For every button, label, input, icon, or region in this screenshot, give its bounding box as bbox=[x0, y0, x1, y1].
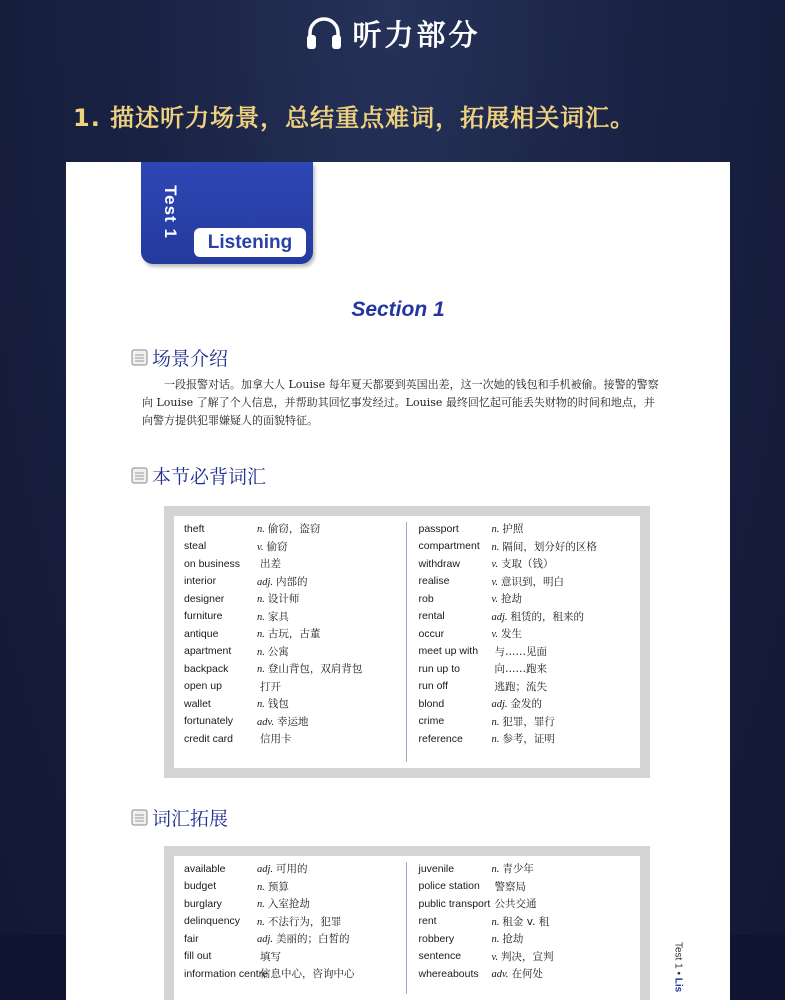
vocab-definition bbox=[257, 731, 292, 746]
vocab-word: rob bbox=[418, 592, 434, 605]
ext-column-right bbox=[407, 856, 641, 1000]
vocab-definition bbox=[257, 574, 308, 589]
vocab-box bbox=[164, 506, 650, 778]
vocab-definition bbox=[257, 931, 350, 946]
vocab-definition bbox=[257, 696, 289, 711]
vocab-definition bbox=[257, 644, 289, 659]
definition-text: 入室抢劫 bbox=[267, 898, 310, 911]
vocab-word: rental bbox=[418, 610, 445, 623]
vocab-entry bbox=[184, 538, 398, 556]
definition-text: 租金 v. 租 bbox=[502, 915, 550, 928]
definition-text: 填写 bbox=[260, 950, 281, 963]
part-of-speech: n. bbox=[491, 916, 500, 928]
part-of-speech: adj. bbox=[491, 699, 508, 711]
vocab-word: rent bbox=[418, 915, 437, 928]
notebook-icon bbox=[130, 466, 149, 485]
vocab-definition bbox=[257, 949, 281, 964]
vocab-entry bbox=[419, 895, 633, 913]
definition-text: 家具 bbox=[267, 610, 289, 623]
vocab-entry bbox=[184, 860, 398, 878]
definition-text: 警察局 bbox=[494, 880, 526, 893]
definition-text: 信息中心，咨询中心 bbox=[260, 968, 355, 981]
part-of-speech: n. bbox=[257, 524, 265, 536]
vocab-definition bbox=[492, 679, 548, 694]
vocab-definition bbox=[257, 714, 309, 729]
definition-text: 登山背包，双肩背包 bbox=[267, 663, 363, 676]
definition-text: 发生 bbox=[501, 628, 523, 641]
part-of-speech: v. bbox=[491, 594, 499, 606]
vocab-definition bbox=[492, 521, 524, 536]
definition-text: 抢劫 bbox=[502, 933, 524, 946]
vocab-word: apartment bbox=[184, 645, 232, 658]
definition-text: 抢劫 bbox=[501, 593, 523, 606]
vocab-entry bbox=[184, 590, 398, 608]
definition-text: 犯罪，罪行 bbox=[502, 715, 555, 728]
vocab-definition bbox=[492, 574, 565, 589]
vocab-definition bbox=[492, 879, 527, 894]
vocab-entry bbox=[184, 965, 398, 983]
intro-heading-label: 场景介绍 bbox=[152, 348, 229, 370]
part-of-speech: n. bbox=[257, 611, 265, 623]
page-title: 听力部分 bbox=[352, 17, 481, 52]
part-of-speech: adv. bbox=[491, 969, 509, 981]
part-of-speech: adj. bbox=[257, 934, 274, 946]
part-of-speech: n. bbox=[257, 664, 265, 676]
part-of-speech: n. bbox=[491, 541, 500, 553]
vocab-entry bbox=[184, 678, 398, 696]
vocab-definition bbox=[492, 931, 524, 946]
definition-text: 隔间，划分好的区格 bbox=[502, 540, 597, 553]
footer-test: Test 1 bbox=[672, 942, 684, 969]
vocab-word: crime bbox=[418, 715, 445, 728]
vocab-definition bbox=[257, 521, 320, 536]
vocab-entry bbox=[184, 895, 398, 913]
test-tab bbox=[141, 162, 313, 264]
vocab-word: credit card bbox=[184, 732, 234, 745]
vocab-word: fill out bbox=[184, 950, 212, 963]
definition-text: 与……见面 bbox=[494, 645, 547, 658]
vocab-definition bbox=[492, 626, 523, 641]
vocab-entry bbox=[419, 678, 633, 696]
vocab-word: interior bbox=[184, 575, 217, 588]
vocab-word: occur bbox=[418, 627, 445, 640]
ext-column-left bbox=[174, 856, 406, 1000]
vocab-definition bbox=[257, 966, 355, 981]
vocab-word: run up to bbox=[418, 662, 460, 675]
definition-text: 钱包 bbox=[267, 698, 289, 711]
definition-text: 意识到，明白 bbox=[501, 575, 565, 588]
part-of-speech: n. bbox=[257, 699, 265, 711]
part-of-speech: n. bbox=[491, 934, 500, 946]
vocab-entry bbox=[419, 913, 633, 931]
vocab-entry bbox=[184, 573, 398, 591]
vocab-entry bbox=[419, 965, 633, 983]
vocab-heading bbox=[130, 462, 266, 489]
vocab-word: designer bbox=[184, 592, 225, 605]
definition-text: 支取（钱） bbox=[501, 558, 554, 571]
vocab-entry bbox=[419, 730, 633, 748]
part-of-speech: n. bbox=[491, 716, 500, 728]
vocab-entry bbox=[419, 625, 633, 643]
definition-text: 设计师 bbox=[267, 593, 300, 606]
vocab-definition bbox=[492, 644, 548, 659]
vocab-definition bbox=[257, 539, 288, 554]
definition-text: 预算 bbox=[267, 880, 289, 893]
part-of-speech: adj. bbox=[257, 576, 274, 588]
definition-text: 出差 bbox=[260, 558, 281, 571]
vocab-word: backpack bbox=[184, 662, 229, 675]
vocab-entry bbox=[184, 913, 398, 931]
vocab-entry bbox=[184, 608, 398, 626]
definition-text: 青少年 bbox=[502, 863, 534, 876]
part-of-speech: v. bbox=[491, 951, 499, 963]
definition-text: 内部的 bbox=[276, 575, 308, 588]
vocab-word: passport bbox=[418, 522, 459, 535]
definition-text: 不法行为，犯罪 bbox=[267, 915, 342, 928]
vocab-definition bbox=[492, 731, 555, 746]
vocab-entry bbox=[419, 878, 633, 896]
vocab-word: theft bbox=[184, 522, 205, 535]
definition-text: 向……跑来 bbox=[494, 663, 547, 676]
vocab-column-right bbox=[407, 516, 641, 768]
vocab-definition bbox=[492, 949, 554, 964]
part-of-speech: n. bbox=[257, 899, 265, 911]
definition-text: 租赁的，租来的 bbox=[510, 610, 585, 623]
definition-text: 幸运地 bbox=[277, 715, 309, 728]
part-of-speech: adj. bbox=[491, 611, 508, 623]
footer-word: Lis bbox=[672, 977, 684, 993]
vocab-word: fortunately bbox=[184, 715, 234, 728]
part-of-speech: n. bbox=[257, 916, 265, 928]
vocab-word: juvenile bbox=[418, 862, 455, 875]
definition-text: 判决，宣判 bbox=[501, 950, 554, 963]
vocab-definition bbox=[257, 626, 320, 641]
vocab-word: reference bbox=[418, 732, 463, 745]
vocab-word: wallet bbox=[184, 697, 211, 710]
vocab-word: antique bbox=[184, 627, 219, 640]
vocab-word: withdraw bbox=[418, 557, 460, 570]
vocab-definition bbox=[492, 539, 597, 554]
vocab-definition bbox=[257, 556, 281, 571]
part-of-speech: n. bbox=[491, 524, 500, 536]
vocab-word: budget bbox=[184, 880, 217, 893]
vocab-column-left bbox=[174, 516, 406, 768]
part-of-speech: n. bbox=[491, 864, 500, 876]
part-of-speech: v. bbox=[491, 576, 499, 588]
vocab-definition bbox=[492, 696, 543, 711]
headphones-icon bbox=[304, 13, 344, 53]
vocab-definition bbox=[257, 609, 289, 624]
vocab-word: realise bbox=[418, 575, 450, 588]
vocab-word: meet up with bbox=[418, 645, 479, 658]
vocab-definition bbox=[492, 661, 548, 676]
vocab-word: whereabouts bbox=[418, 967, 479, 980]
definition-text: 信用卡 bbox=[260, 733, 292, 746]
definition-text: 公寓 bbox=[267, 645, 289, 658]
part-of-speech: adv. bbox=[257, 716, 275, 728]
vocab-word: sentence bbox=[418, 950, 462, 963]
vocab-entry bbox=[419, 695, 633, 713]
vocab-definition bbox=[492, 609, 585, 624]
part-of-speech: n. bbox=[257, 629, 265, 641]
vocab-word: run off bbox=[418, 680, 449, 693]
notebook-icon bbox=[130, 808, 149, 827]
vocab-word: delinquency bbox=[184, 915, 241, 928]
vocab-word: fair bbox=[184, 932, 199, 945]
vocab-word: furniture bbox=[184, 610, 223, 623]
definition-text: 偷窃，盗窃 bbox=[267, 523, 321, 536]
vocab-definition bbox=[257, 879, 289, 894]
definition-text: 金发的 bbox=[510, 698, 543, 711]
vocab-word: police station bbox=[418, 880, 480, 893]
vocab-word: blond bbox=[418, 697, 445, 710]
part-of-speech: v. bbox=[491, 559, 499, 571]
vocab-definition bbox=[492, 714, 555, 729]
vocab-entry bbox=[419, 555, 633, 573]
part-of-speech: n. bbox=[491, 734, 500, 746]
vocab-word: steal bbox=[184, 540, 207, 553]
vocab-entry bbox=[184, 878, 398, 896]
vocab-entry bbox=[419, 538, 633, 556]
subtitle: 1. 描述听力场景，总结重点难词，拓展相关词汇。 bbox=[73, 104, 636, 132]
definition-text: 公共交通 bbox=[494, 898, 537, 911]
vocab-definition bbox=[257, 679, 281, 694]
ext-heading-label: 词汇拓展 bbox=[152, 808, 229, 830]
vocab-entry bbox=[419, 608, 633, 626]
definition-text: 古玩，古董 bbox=[267, 628, 321, 641]
vocab-entry bbox=[184, 625, 398, 643]
definition-text: 美丽的；白皙的 bbox=[276, 933, 350, 946]
vocab-entry bbox=[419, 860, 633, 878]
vocab-definition bbox=[492, 896, 537, 911]
footer-sep: • bbox=[672, 971, 684, 975]
part-of-speech: n. bbox=[257, 646, 265, 658]
ext-heading bbox=[130, 804, 228, 831]
vocab-definition bbox=[257, 896, 310, 911]
notebook-icon bbox=[130, 348, 149, 367]
vocab-word: on business bbox=[184, 557, 241, 570]
vocab-entry bbox=[419, 660, 633, 678]
vocab-definition bbox=[492, 861, 534, 876]
vocab-word: available bbox=[184, 862, 226, 875]
part-of-speech: v. bbox=[491, 629, 499, 641]
vocab-entry bbox=[419, 520, 633, 538]
ext-box bbox=[164, 846, 650, 1000]
vocab-heading-label: 本节必背词汇 bbox=[152, 466, 267, 488]
vocab-entry bbox=[184, 520, 398, 538]
intro-heading bbox=[130, 344, 228, 371]
vocab-entry bbox=[184, 730, 398, 748]
vocab-entry bbox=[184, 930, 398, 948]
vocab-definition bbox=[492, 966, 544, 981]
vocab-word: public transport bbox=[418, 897, 491, 910]
definition-text: 逃跑；流失 bbox=[494, 680, 547, 693]
vocab-definition bbox=[257, 661, 362, 676]
vocab-word: burglary bbox=[184, 897, 222, 910]
header bbox=[0, 8, 785, 58]
vocab-entry bbox=[184, 660, 398, 678]
definition-text: 偷窃 bbox=[266, 540, 288, 553]
vocab-entry bbox=[419, 643, 633, 661]
vocab-definition bbox=[492, 914, 550, 929]
listening-pill: Listening bbox=[194, 228, 306, 257]
definition-text: 在何处 bbox=[511, 968, 544, 981]
definition-text: 护照 bbox=[502, 523, 524, 536]
vocab-entry bbox=[184, 555, 398, 573]
part-of-speech: adj. bbox=[257, 864, 274, 876]
vocab-entry bbox=[419, 948, 633, 966]
vocab-definition bbox=[492, 591, 523, 606]
vocab-entry bbox=[184, 695, 398, 713]
page-footer bbox=[668, 942, 688, 1000]
vocab-entry bbox=[184, 643, 398, 661]
vocab-word: robbery bbox=[418, 932, 455, 945]
vocab-entry bbox=[184, 948, 398, 966]
part-of-speech: n. bbox=[257, 881, 265, 893]
part-of-speech: v. bbox=[257, 541, 264, 553]
definition-text: 参考，证明 bbox=[502, 733, 555, 746]
vocab-definition bbox=[257, 914, 341, 929]
definition-text: 打开 bbox=[260, 680, 281, 693]
vocab-entry bbox=[419, 590, 633, 608]
part-of-speech: n. bbox=[257, 594, 265, 606]
vocab-word: open up bbox=[184, 680, 222, 693]
vocab-entry bbox=[419, 573, 633, 591]
book-page bbox=[66, 162, 730, 1000]
vocab-definition bbox=[492, 556, 554, 571]
vocab-definition bbox=[257, 861, 308, 876]
intro-paragraph: 一段报警对话。加拿大人 Louise 每年夏天都要到英国出差，这一次她的钱包和手机被偷。接警的警察向 Louise 了解了个人信息，并帮助其回忆事发经过。Louise 最终回忆起可能丢失财物的时间和地点，并向警方提供犯罪嫌疑人的面貌特征。 bbox=[142, 378, 659, 427]
definition-text: 可用的 bbox=[276, 863, 308, 876]
vocab-entry bbox=[419, 930, 633, 948]
vocab-word: information centre bbox=[184, 967, 269, 980]
test-label: Test 1 bbox=[160, 185, 180, 239]
section-title: Section 1 bbox=[351, 298, 445, 321]
vocab-definition bbox=[257, 591, 299, 606]
vocab-word: compartment bbox=[418, 540, 480, 553]
vocab-entry bbox=[184, 713, 398, 731]
vocab-entry bbox=[419, 713, 633, 731]
